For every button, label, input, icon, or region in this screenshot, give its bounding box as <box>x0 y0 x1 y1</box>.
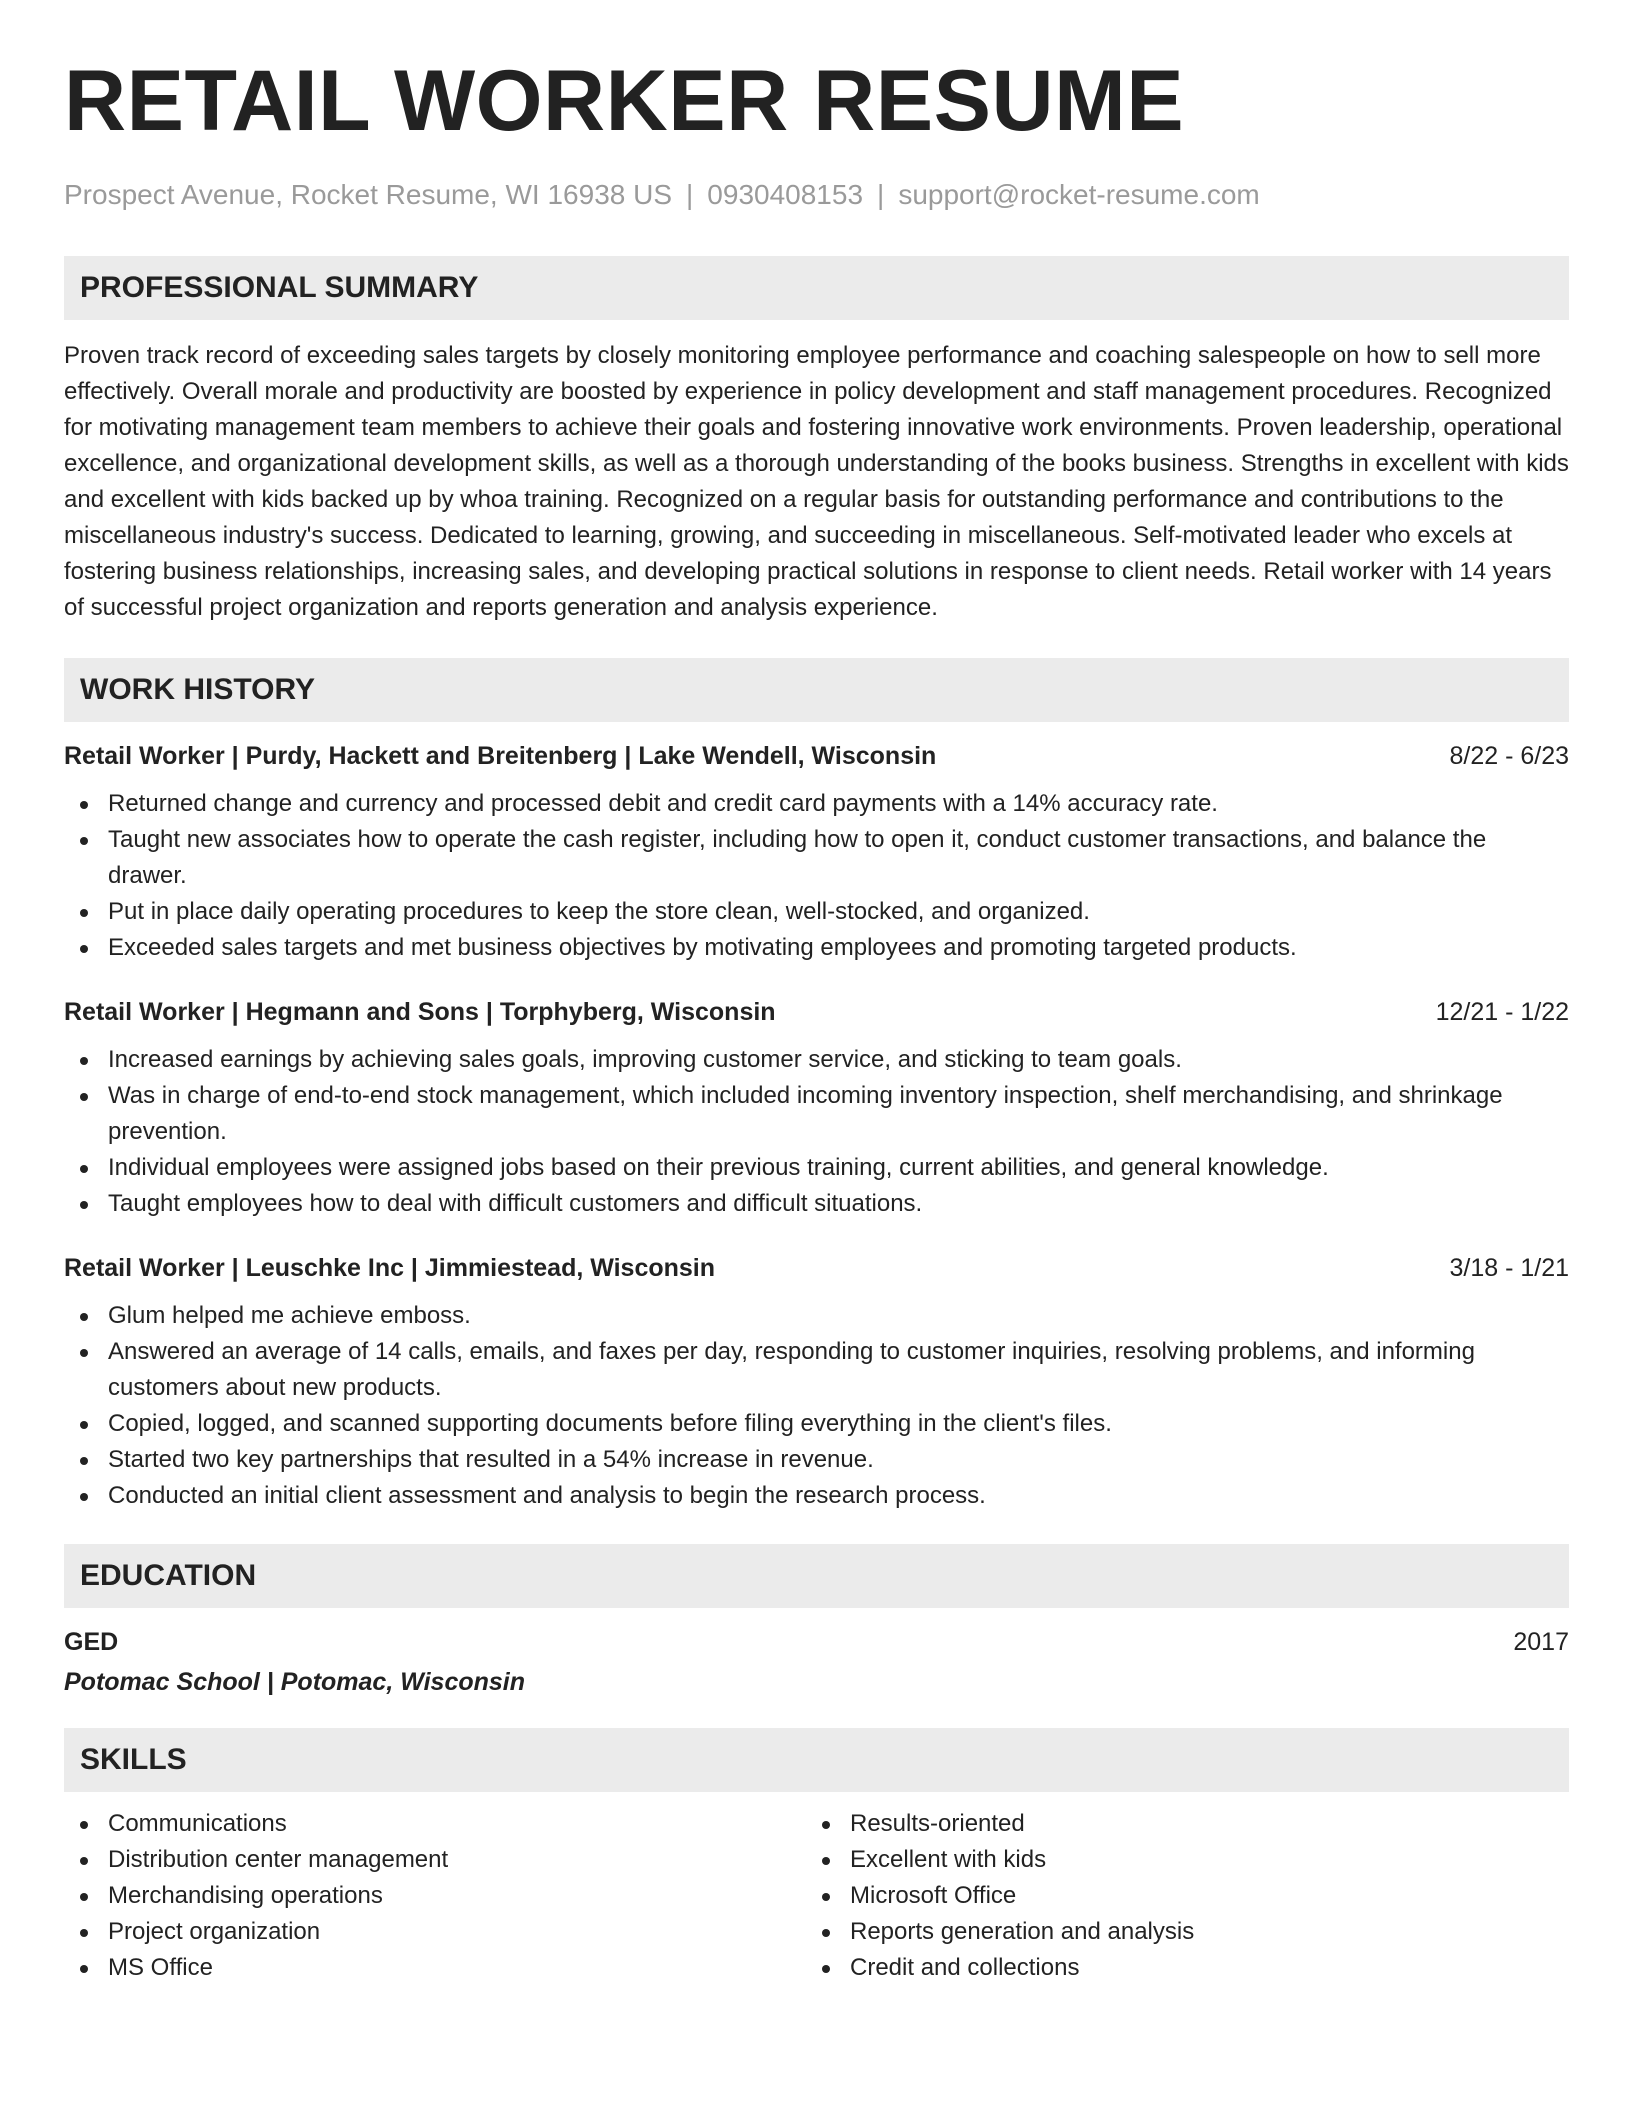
contact-separator: | <box>877 179 885 210</box>
list-item: Merchandising operations <box>64 1878 806 1914</box>
contact-phone: 0930408153 <box>707 179 864 210</box>
education-year: 2017 <box>1513 1627 1569 1656</box>
job-bullet-list <box>64 1298 1569 1514</box>
job-dates: 3/18 - 1/21 <box>1449 1253 1569 1282</box>
list-item: Distribution center management <box>64 1842 806 1878</box>
list-item: Results-oriented <box>806 1806 1548 1842</box>
job-header <box>64 996 1569 1028</box>
list-item: Project organization <box>64 1914 806 1950</box>
list-item: Microsoft Office <box>806 1878 1548 1914</box>
job-entry <box>64 1252 1569 1514</box>
job-header <box>64 1252 1569 1284</box>
job-title: Retail Worker | Leuschke Inc | Jimmiestead, Wisconsin <box>64 1253 716 1282</box>
list-item: Started two key partnerships that resulted in a 54% increase in revenue. <box>64 1442 1569 1478</box>
skills-list-left <box>64 1806 806 1986</box>
list-item: Individual employees were assigned jobs based on their previous training, current abilities, and general knowledge. <box>64 1150 1569 1186</box>
education-header <box>64 1626 1569 1658</box>
list-item: Excellent with kids <box>806 1842 1548 1878</box>
skills-grid <box>64 1806 1569 1986</box>
job-title: Retail Worker | Purdy, Hackett and Breitenberg | Lake Wendell, Wisconsin <box>64 741 937 770</box>
skills-list-right <box>806 1806 1548 1986</box>
section-heading-work-history: WORK HISTORY <box>64 658 1569 722</box>
section-heading-summary: PROFESSIONAL SUMMARY <box>64 256 1569 320</box>
list-item: Returned change and currency and processed debit and credit card payments with a 14% accuracy rate. <box>64 786 1569 822</box>
job-bullet-list <box>64 786 1569 966</box>
education-school: Potomac School | Potomac, Wisconsin <box>64 1667 526 1696</box>
list-item: Conducted an initial client assessment and analysis to begin the research process. <box>64 1478 1569 1514</box>
list-item: Taught new associates how to operate the cash register, including how to open it, conduct customer transactions, and balance the drawer. <box>64 822 1569 894</box>
resume-page <box>64 53 1569 1986</box>
job-dates: 8/22 - 6/23 <box>1449 741 1569 770</box>
list-item: Credit and collections <box>806 1950 1548 1986</box>
education-degree: GED <box>64 1627 119 1656</box>
list-item: Taught employees how to deal with difficult customers and difficult situations. <box>64 1186 1569 1222</box>
job-entry <box>64 740 1569 966</box>
list-item: Put in place daily operating procedures to keep the store clean, well-stocked, and organized. <box>64 894 1569 930</box>
contact-address: Prospect Avenue, Rocket Resume, WI 16938 US <box>64 179 673 210</box>
list-item: Copied, logged, and scanned supporting documents before filing everything in the client's files. <box>64 1406 1569 1442</box>
contact-email: support@rocket-resume.com <box>898 179 1260 210</box>
job-bullet-list <box>64 1042 1569 1222</box>
list-item: Was in charge of end-to-end stock management, which included incoming inventory inspection, shelf merchandising, and shrinkage prevention. <box>64 1078 1569 1150</box>
list-item: MS Office <box>64 1950 806 1986</box>
job-dates: 12/21 - 1/22 <box>1435 997 1569 1026</box>
list-item: Exceeded sales targets and met business objectives by motivating employees and promoting targeted products. <box>64 930 1569 966</box>
section-heading-skills: SKILLS <box>64 1728 1569 1792</box>
list-item: Answered an average of 14 calls, emails, and faxes per day, responding to customer inquiries, resolving problems, and informing customers about new products. <box>64 1334 1569 1406</box>
list-item: Reports generation and analysis <box>806 1914 1548 1950</box>
education-entry <box>64 1626 1569 1698</box>
summary-text: Proven track record of exceeding sales targets by closely monitoring employee performance and coaching salespeople on how to sell more effectively. Overall morale and productivity are boosted by experience in policy development and staff management procedures. Recognized for motivating management team members to achieve their goals and fostering innovative work environments. Proven leadership, operational excellence, and organizational development skills, as well as a thorough understanding of the books business. Strengths in excellent with kids and excellent with kids backed up by whoa training. Recognized on a regular basis for outstanding performance and contributions to the miscellaneous industry's success. Dedicated to learning, growing, and succeeding in miscellaneous. Self-motivated leader who excels at fostering business relationships, increasing sales, and developing practical solutions in response to client needs. Retail worker with 14 years of successful project organization and reports generation and analysis experience. <box>64 341 1569 621</box>
contact-line <box>64 178 1569 212</box>
section-heading-education: EDUCATION <box>64 1544 1569 1608</box>
contact-separator: | <box>686 179 694 210</box>
list-item: Glum helped me achieve emboss. <box>64 1298 1569 1334</box>
list-item: Communications <box>64 1806 806 1842</box>
job-entry <box>64 996 1569 1222</box>
list-item: Increased earnings by achieving sales goals, improving customer service, and sticking to team goals. <box>64 1042 1569 1078</box>
job-title: Retail Worker | Hegmann and Sons | Torphyberg, Wisconsin <box>64 997 776 1026</box>
job-header <box>64 740 1569 772</box>
resume-title: RETAIL WORKER RESUME <box>64 53 1185 149</box>
